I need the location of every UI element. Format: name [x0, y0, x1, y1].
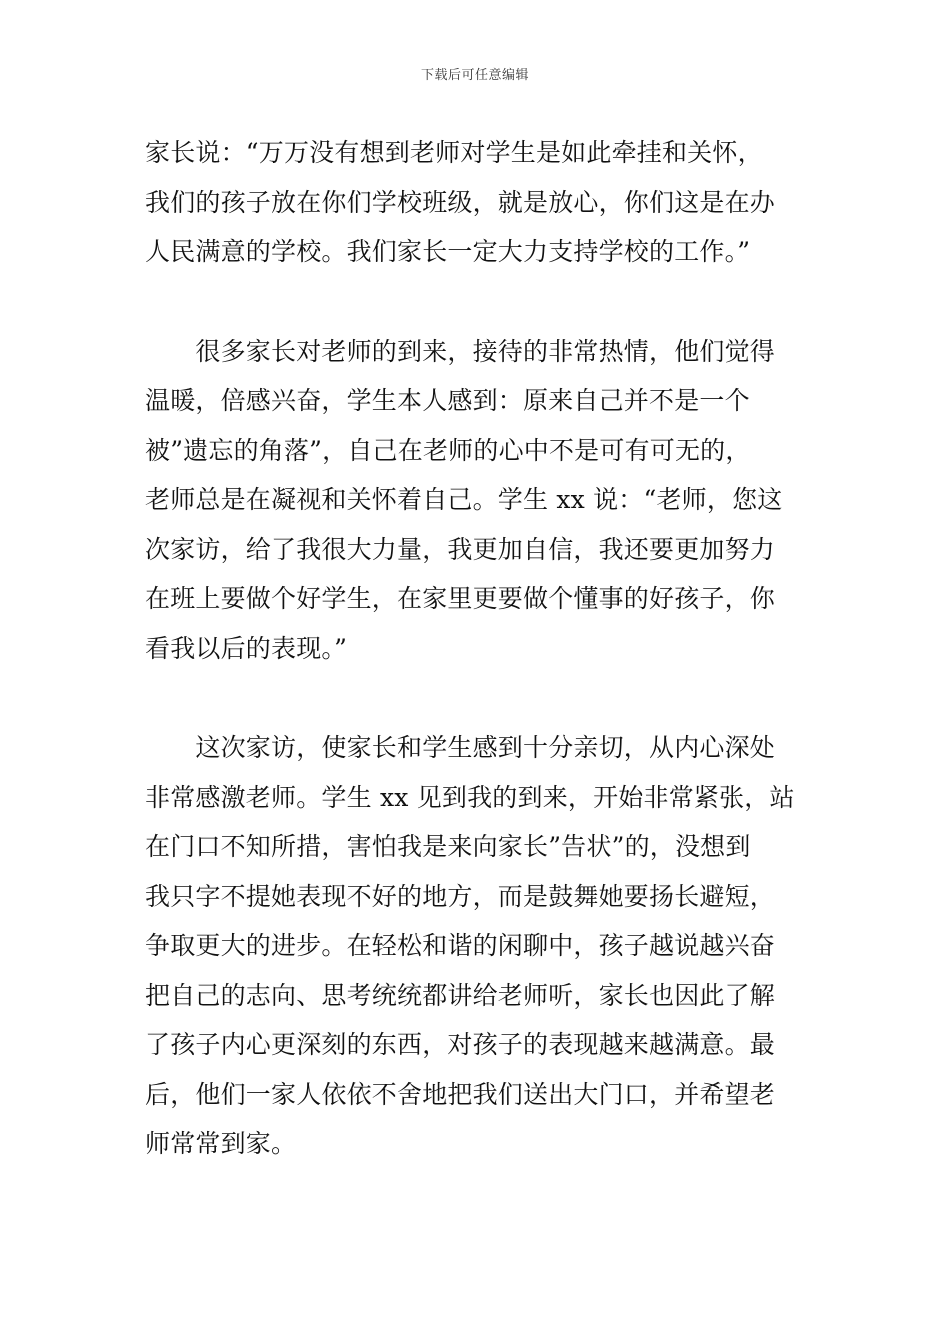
- text-line: 被”遗忘的角落”，自己在老师的心中不是可有可无的，: [145, 435, 751, 465]
- text-line: 了孩子内心更深刻的东西，对孩子的表现越来越满意。最: [145, 1030, 776, 1059]
- text-line: 后，他们一家人依依不舍地把我们送出大门口，并希望老: [145, 1079, 776, 1109]
- text-line: 这次家访，使家长和学生感到十分亲切，从内心深处: [145, 733, 776, 762]
- paragraph-1: [145, 128, 809, 277]
- text-line: 人民满意的学校。我们家长一定大力支持学校的工作。”: [145, 237, 751, 266]
- paragraph-3: [145, 723, 809, 1169]
- text-line: 老师总是在凝视和关怀着自己。学生 xx 说：“老师，您这: [145, 485, 783, 514]
- text-line: 温暖，倍感兴奋，学生本人感到：原来自己并不是一个: [145, 386, 750, 415]
- text-line: 我只字不提她表现不好的地方，而是鼓舞她要扬长避短，: [145, 881, 776, 911]
- text-line: 争取更大的进步。在轻松和谐的闲聊中，孩子越说越兴奋: [145, 931, 776, 960]
- text-line: 非常感激老师。学生 xx 见到我的到来，开始非常紧张，站: [145, 782, 795, 812]
- text-line: 把自己的志向、思考统统都讲给老师听，家长也因此了解: [145, 980, 776, 1010]
- document-body: [145, 128, 809, 1219]
- text-line: 在班上要做个好学生，在家里更要做个懂事的好孩子，你: [145, 584, 776, 613]
- text-line: 师常常到家。: [145, 1129, 297, 1158]
- text-line: 次家访，给了我很大力量，我更加自信，我还要更加努力: [145, 534, 776, 564]
- text-line: 看我以后的表现。”: [145, 633, 348, 663]
- text-line: 家长说：“万万没有想到老师对学生是如此牵挂和关怀，: [145, 138, 763, 167]
- text-line: 在门口不知所措，害怕我是来向家长”告状”的，没想到: [145, 832, 751, 861]
- text-line: 我们的孩子放在你们学校班级，就是放心，你们这是在办: [145, 187, 776, 217]
- text-line: 很多家长对老师的到来，接待的非常热情，他们觉得: [145, 336, 776, 366]
- page-header: 下载后可任意编辑: [420, 68, 529, 83]
- paragraph-2: [145, 327, 809, 674]
